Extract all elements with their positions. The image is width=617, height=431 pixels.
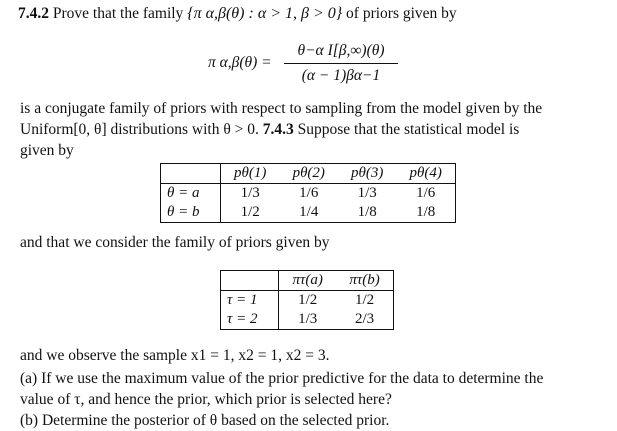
formula-lhs: π α,β(θ) = — [208, 54, 272, 71]
column-header: pθ(2) — [280, 164, 338, 184]
problem-heading — [18, 2, 457, 26]
table-cell: 1/2 — [298, 292, 318, 308]
uniform-sentence: Uniform[0, θ] distributions with θ > 0. — [20, 121, 259, 138]
table-corner — [161, 164, 221, 184]
table-cell: 1/3 — [240, 185, 260, 201]
sample-line: and we observe the sample x1 = 1, x2 = 1, x2 = 3. — [20, 347, 330, 364]
row-label: τ = 1 — [221, 291, 279, 311]
column-header: pθ(1) — [220, 164, 279, 184]
table-cell: 1/4 — [299, 204, 319, 220]
table-cell: 1/8 — [357, 204, 377, 220]
prior-table-header — [221, 271, 394, 291]
column-header: πτ(b) — [336, 271, 393, 291]
prior-table — [220, 270, 394, 330]
table-cell: 1/2 — [354, 292, 375, 308]
paragraph-line-2 — [20, 119, 519, 141]
table-cell: 1/8 — [416, 204, 436, 220]
paragraph-2: and that we consider the family of priors given by — [20, 234, 330, 251]
problem-number-2: 7.4.3 — [262, 121, 294, 138]
column-header: pθ(4) — [396, 164, 455, 184]
part-a-line-1: (a) If we use the maximum value of the prior predictive for the data to determine the — [20, 370, 544, 387]
model-table-header — [161, 164, 456, 184]
row-label: τ = 2 — [221, 310, 279, 330]
formula-numerator: θ−α I[β,∞)(θ) — [297, 42, 385, 59]
statement-start: Suppose that the statistical model is — [297, 121, 520, 138]
formula-fraction — [282, 40, 400, 87]
fraction-bar — [284, 63, 398, 64]
table-corner — [221, 271, 279, 291]
table-row — [161, 184, 456, 204]
table-cell: 1/2 — [240, 204, 260, 220]
paragraph-line-3: given by — [20, 142, 74, 159]
row-label: θ = b — [161, 203, 221, 223]
column-header: πτ(a) — [279, 271, 336, 291]
table-row — [221, 291, 394, 311]
table-row — [221, 310, 394, 330]
heading-tail: of priors given by — [346, 5, 457, 22]
family-set: {π α,β(θ) : α > 1, β > 0} — [187, 5, 343, 22]
part-a-line-2: value of τ, and hence the prior, which prior is selected here? — [20, 391, 392, 408]
table-cell: 1/6 — [416, 185, 436, 201]
table-cell: 1/3 — [298, 311, 318, 327]
part-b: (b) Determine the posterior of θ based on the selected prior. — [20, 412, 390, 429]
row-label: θ = a — [161, 184, 221, 204]
problem-number: 7.4.2 — [18, 5, 49, 22]
table-cell: 2/3 — [354, 311, 375, 327]
model-table — [160, 163, 456, 223]
table-row — [161, 203, 456, 223]
table-cell: 1/6 — [299, 185, 319, 201]
formula-denominator: (α − 1)βα−1 — [301, 67, 381, 84]
heading-intro: Prove that the family — [52, 5, 184, 22]
column-header: pθ(3) — [338, 164, 396, 184]
paragraph-line-1: is a conjugate family of priors with respect to sampling from the model given by the — [20, 100, 543, 117]
table-cell: 1/3 — [357, 185, 377, 201]
